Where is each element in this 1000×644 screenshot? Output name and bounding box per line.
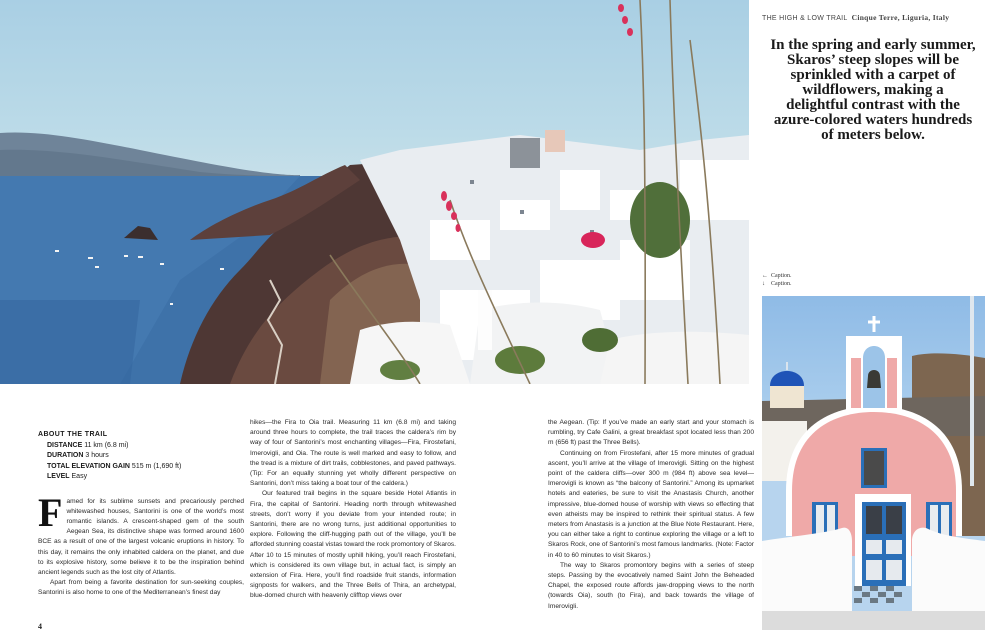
church-photo (762, 296, 985, 630)
duration-label: DURATION (47, 452, 84, 459)
paragraph: hikes—the Fira to Oia trail. Measuring 11 km (6.8 mi) and taking around three hours to complete, the trail traces the caldera’s rim by way of four of Santorini’s most enchanting villages—Fira, Firostefani, Imerovigli, and Oia. The route is well marked and easy to follow, and the tread is a mixture of dirt trails, cobblestones, and paved pathways. (Tip: For an equally stunning yet wholly different perspective on Santorini, don’t miss taking a boat tour of the caldera.) (250, 419, 456, 488)
running-head-place: Cinque Terre, Liguria, Italy (851, 13, 950, 22)
caption-text: Caption. (771, 273, 792, 279)
arrow-down-icon: ↓ (762, 281, 765, 287)
about-trail-level (38, 472, 244, 483)
caption-down (762, 280, 792, 288)
level-label: LEVEL (47, 473, 70, 480)
drop-cap: F (38, 489, 63, 535)
pink-chapel-illustration (762, 296, 985, 630)
about-trail-elevation (38, 462, 244, 473)
distance-label: DISTANCE (47, 441, 83, 449)
running-head-section: THE HIGH & LOW TRAIL (762, 15, 848, 22)
paragraph: The way to Skaros promontory begins with a series of steep steps. Passing by the evocatively named Saint John the Beheaded Chapel, the exposed route affords jaw-dropping views to the north (towards Oia), south (to Fira), and back towards the village of Imerovigli. (548, 561, 754, 610)
pull-quote: In the spring and early summer, Skaros’ steep slopes will be sprinkled with a carpet of wildflowers, making a delightful contrast with the azure-colored waters hundreds of meters below. (770, 37, 976, 143)
paragraph-text: amed for its sublime sunsets and precariously perched whitewashed houses, Santorini is one of the world’s most romantic islands. A crescent-shaped gem of the south Aegean Sea, its distinctive shape was formed around 1600 BCE as a result of one of the largest volcanic eruptions in history. To this day, it remains the only inhabited caldera on the planet, and due to its explosive history, some believe it to be the inspiration behind ancient legends such as the lost city of Atlantis. (38, 497, 244, 576)
article-column-1 (38, 418, 244, 599)
about-trail-distance (38, 441, 244, 452)
elevation-value: 515 m (1,690 ft) (131, 462, 182, 470)
paragraph: the Aegean. (Tip: If you’ve made an early start and your stomach is rumbling, try Cafe Galini, a great breakfast spot located less than 200 m (656 ft) past the Three Bells). (548, 419, 754, 447)
elevation-label: TOTAL ELEVATION GAIN (47, 462, 130, 470)
about-trail-title: ABOUT THE TRAIL (38, 431, 108, 438)
article-column-2 (250, 418, 456, 602)
level-value: Easy (71, 473, 88, 480)
distance-value: 11 km (6.8 mi) (84, 441, 129, 449)
caption-left (762, 272, 792, 280)
running-head (762, 13, 992, 22)
paragraph: Our featured trail begins in the square beside Hotel Atlantis in Fira, the capital of Santorini. Heading north through whitewashed streets, don’t worry if you deviate from your intended route; in Santorini, there are no wrong turns, just additional opportunities to explore. Following the cliff-hugging path out of the village, you’ll be afforded stunning coastal vistas toward the rock promontory of Skaros. After 10 to 15 minutes of mostly uphill hiking, you’ll reach Firostefani, which is considered its own village but, in actual fact, is simply an extension of Fira. Here, you’ll find roadside fruit stands, information signposts for walkers, and the Three Bells of Thira, an archetypal, blue-domed church with heavenly clifftop views over (250, 490, 456, 600)
article-column-3 (548, 418, 754, 612)
duration-value: 3 hours (85, 452, 109, 459)
page-number: 4 (38, 622, 42, 631)
caption-text: Caption. (771, 281, 792, 287)
hero-photo-santorini (0, 0, 749, 384)
paragraph: Continuing on from Firostefani, after 15 more minutes of gradual ascent, you’ll arrive at the village of Imerovigli. Sitting on the highest point of the caldera cliffs—over 300 m (984 ft) above sea level—Imerovigli is known as “the balcony of Santorini.” Among its upmarket hotels and eateries, be sure to visit the Anastasis Church, another impressive, blue-domed house of worship with views so effecting that even atheists may be inspired to rethink their spiritual status. A few meters from Anastasis is a junction at the Blue Note Restaurant. Here, you can either take a right to continue exploring the village or a left to Skaros Rock, one of Santorini’s most famous landmarks. (Note: Factor in 40 to 60 minutes to visit Skaros.) (548, 449, 754, 559)
santorini-landscape-illustration (0, 0, 749, 384)
captions (762, 272, 792, 288)
about-trail-duration (38, 451, 244, 462)
paragraph: Apart from being a favorite destination for sun-seeking couples, Santorini is also home to one of the Mediterranean’s finest day (38, 579, 244, 597)
arrow-left-icon: ← (762, 273, 768, 279)
paragraph (38, 489, 244, 579)
about-trail-box (38, 430, 244, 483)
